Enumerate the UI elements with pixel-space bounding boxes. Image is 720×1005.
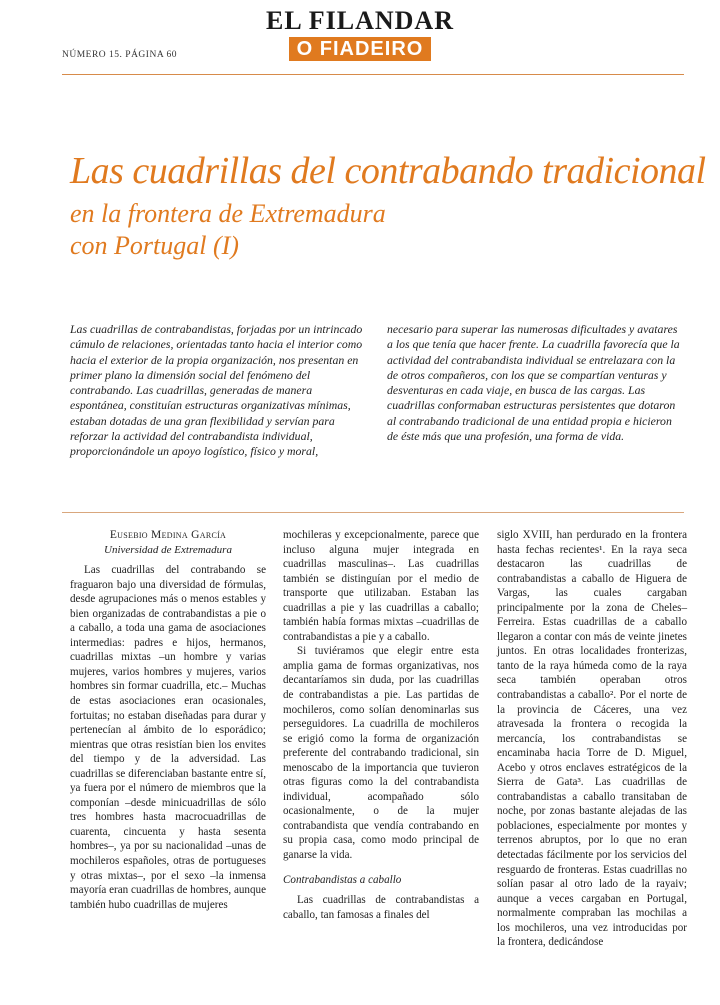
body-column-2 bbox=[283, 528, 479, 922]
masthead-subtitle-badge: O FIADEIRO bbox=[289, 37, 432, 61]
body-paragraph: siglo XVIII, han perdurado en la frontera hasta fechas recientes¹. En la raya seca destacaron las cuadrillas de contrabandistas a caballo de Higuera de Vargas, las cuales cargaban principalmente por la zona de Cheles–Ferreira. Estas cuadrillas de a caballo llegaron a contar con más de veinte jinetes juntos. En otras localidades fronterizas, tanto de la raya húmeda como de la raya seca también operaban otros contrabandistas a caballo². Por el norte de la provincia de Cáceres, una vez atravesada la frontera o recogida la mercancía, los contrabandistas se encaminaba hacia Torre de D. Miguel, Acebo y otros enclaves estratégicos de la Sierra de Gata³. Las cuadrillas de contrabandistas a caballo transitaban de noche, por zonas bastante alejadas de las poblaciones, especialmente por montes y terrenos abruptos, por lo que no eran detectadas fácilmente por los servicios del resguardo de fronteras. Estas cuadrillas no solían pasar al otro lado de la rayaiv; aunque a veces cargaban en Portugal, normalmente compraban las mochilas a los mochileros, una vez introducidas por la frontera, dedicándose bbox=[497, 529, 687, 949]
body-paragraph: mochileras y excepcionalmente, parece que incluso alguna mujer integrada en cuadrillas masculinas–. Las cuadrillas también se distinguían por el medio de transporte que utilizaban. Estaban las cuadrillas a pie y las cuadrillas a caballo; también había formas mixtas –cuadrillas de contrabandistas a pie y a caballo. bbox=[283, 529, 479, 643]
article-subtitle-line2: con Portugal (I) bbox=[70, 231, 239, 260]
author-block bbox=[70, 528, 266, 557]
author-name: Eusebio Medina García bbox=[109, 529, 227, 541]
issue-page-number: NÚMERO 15. PÁGINA 60 bbox=[62, 50, 178, 60]
article-abstract bbox=[70, 322, 680, 460]
article-subtitle bbox=[70, 198, 386, 262]
body-paragraph: Las cuadrillas del contrabando se fraguaron bajo una diversidad de fórmulas, desde agrupaciones más o menos estables y bien organizadas de contrabandistas a pie o a caballo, a toda una gama de asociaciones intermedias: padres e hijos, hermanos, cuadrillas mixtas –un hombre y varias mujeres, varios hombres y mujeres, varios hombres sin formar cuadrilla, etc.– Muchas de estas asociaciones eran ocasionales, fortuitas; no estaban diseñadas para durar y pertenecían al ámbito de lo esporádico; mientras que otras resistían bien los envites del tiempo y de la adversidad. Las cuadrillas se diferenciaban bastante entre sí, ya fuera por el número de miembros que la componían –desde minicuadrillas de sólo tres hombres hasta macrocuadrillas de cuarenta, cincuenta y hasta sesenta hombres–, ya por su nacionalidad –unas de mochileros españoles, otras de portugueses y otras mixtas–, por el sexo –la inmensa mayoría eran cuadrillas de hombres, aunque también hubo cuadrillas de mujeres bbox=[70, 564, 266, 911]
body-column-3 bbox=[497, 528, 687, 950]
section-heading: Contrabandistas a caballo bbox=[283, 873, 402, 886]
masthead-title: EL FILANDAR bbox=[266, 6, 454, 35]
article-subtitle-line1: en la frontera de Extremadura bbox=[70, 199, 386, 228]
abstract-divider bbox=[62, 512, 684, 513]
header-divider bbox=[62, 74, 684, 75]
author-affiliation: Universidad de Extremadura bbox=[104, 543, 232, 556]
body-column-1 bbox=[70, 528, 266, 912]
article-title: Las cuadrillas del contrabando tradicional bbox=[70, 150, 706, 192]
body-paragraph: Las cuadrillas de contrabandistas a caballo, tan famosas a finales del bbox=[283, 894, 479, 921]
body-paragraph: Si tuviéramos que elegir entre esta amplia gama de formas organizativas, nos decantaríamos sin duda, por las cuadrillas de contrabandistas a pie. Las partidas de mochileros, como solían denominarlas sus perseguidores. La cuadrilla de mochileros se erigió como la forma de organización preferente del contrabando tradicional, sin menoscabo de la importancia que tuvieron otras figuras como la del contrabandista individual, acompañado sólo ocasionalmente, o de la mujer contrabandista que vendía contrabando en su propia casa, como modo principal de ganarse la vida. bbox=[283, 645, 479, 862]
abstract-text: Las cuadrillas de contrabandistas, forjadas por un intrincado cúmulo de relaciones, orientadas tanto hacia el interior como hacia el exterior de la propia organización, nos presentan en primer plano la dimensión social del fenómeno del contrabando. Las cuadrillas, generadas de manera espontánea, constituían estructuras organizativas mínimas, estaban dotadas de una gran flexibilidad y servían para reforzar la actividad del contrabandista individual, proporcionándole un apoyo logístico, físico y moral, necesario para superar las numerosas dificultades y avatares a los que tenía que hacer frente. La cuadrilla favorecía que la actividad del contrabandista individual se entrelazara con la de otros compañeros, con los que se compartían venturas y desventuras en cada viaje, en busca de las cargas. Las cuadrillas conformaban estructuras persistentes que dotaron al contrabando tradicional de una entidad propia e hicieron de éste más que una profesión, una forma de vida. bbox=[70, 322, 680, 459]
